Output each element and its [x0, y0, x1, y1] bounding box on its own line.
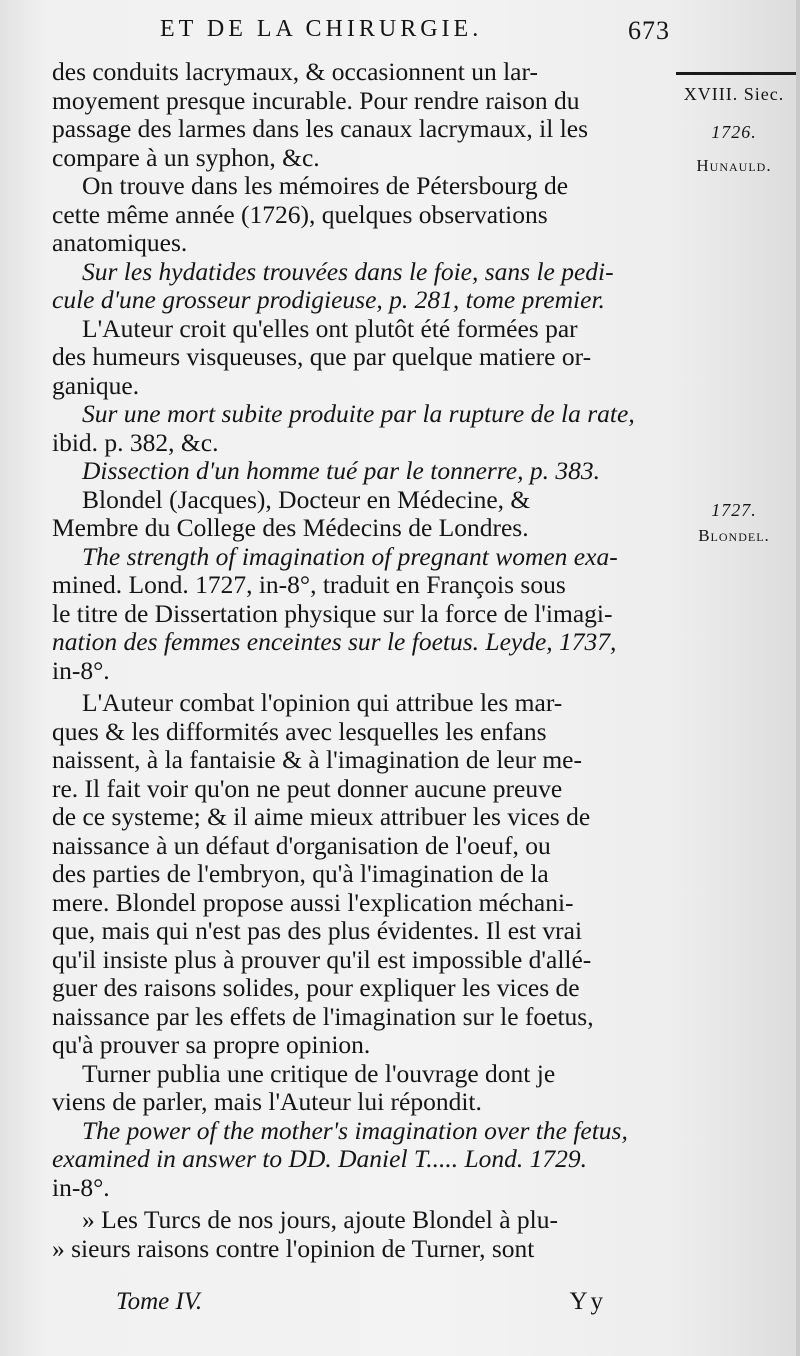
text-line: mere. Blondel propose aussi l'explication méchani- — [52, 887, 574, 917]
text-line: in-8°. — [52, 1172, 110, 1202]
margin-note-year-1726: 1726. — [711, 122, 757, 142]
text-line: qu'à prouver sa propre opinion. — [52, 1030, 371, 1059]
signature-mark: Yy — [569, 1288, 606, 1315]
text-line: Sur les hydatides trouvées dans le foie, sans le pedi- — [82, 256, 614, 286]
text-line: L'Auteur croit qu'elles ont plutôt été formées par — [82, 313, 578, 343]
text-line: nation des femmes enceintes sur le foetus. Leyde, 1737, — [52, 627, 617, 656]
text-line: ques & les difformités avec lesquelles les enfans — [52, 716, 547, 746]
text-line: Turner publia une critique de l'ouvrage dont je — [82, 1058, 556, 1088]
margin-note-hunauld: Hunauld. — [696, 156, 772, 175]
text-line: cule d'une grosseur prodigieuse, p. 281, tome premier. — [52, 285, 605, 314]
page-number: 673 — [628, 16, 670, 45]
text-line: des humeurs visqueuses, que par quelque matiere or- — [52, 342, 592, 371]
margin-note-century: XVIII. Siec. — [683, 84, 785, 104]
text-line: le titre de Dissertation physique sur la force de l'imagi- — [52, 598, 613, 628]
text-line: des parties de l'embryon, qu'à l'imagination de la — [52, 859, 549, 888]
text-line: » sieurs raisons contre l'opinion de Turner, sont — [52, 1233, 535, 1263]
text-line: examined in answer to DD. Daniel T..... Lond. 1729. — [52, 1144, 588, 1173]
margin-rule — [676, 72, 796, 75]
text-line: » Les Turcs de nos jours, ajoute Blondel à plu- — [82, 1205, 558, 1234]
page-footer — [116, 1288, 606, 1322]
text-line: qu'il insiste plus à prouver qu'il est impossible d'allé- — [52, 944, 592, 974]
text-line: passage des larmes dans les canaux lacrymaux, il les — [52, 114, 589, 143]
text-line: re. Il fait voir qu'on ne peut donner aucune preuve — [52, 773, 563, 803]
text-line: des conduits lacrymaux, & occasionnent un lar- — [52, 57, 538, 86]
text-line: in-8°. — [52, 655, 110, 685]
text-line: cette même année (1726), quelques observations — [52, 199, 548, 229]
text-line: naissent, à la fantaisie & à l'imagination de leur me- — [52, 745, 582, 774]
text-line: Sur une mort subite produite par la rupture de la rate, — [82, 399, 635, 428]
text-line: viens de parler, mais l'Auteur lui répondit. — [52, 1087, 482, 1116]
page-body — [52, 58, 666, 1263]
text-line: anatomiques. — [52, 228, 188, 257]
text-line: que, mais qui n'est pas des plus évidentes. Il est vrai — [52, 916, 583, 945]
text-line: guer des raisons solides, pour expliquer les vices de — [52, 973, 580, 1002]
page-edge — [796, 0, 800, 1356]
text-line: On trouve dans les mémoires de Pétersbourg de — [82, 171, 569, 200]
text-line: naissance par les effets de l'imagination sur le foetus, — [52, 1001, 594, 1031]
text-line: L'Auteur combat l'opinion qui attribue les mar- — [82, 688, 563, 717]
text-line: The strength of imagination of pregnant women exa- — [82, 541, 618, 571]
text-line: Dissection d'un homme tué par le tonnerre, p. 383. — [82, 456, 600, 485]
text-line: de ce systeme; & il aime mieux attribuer les vices de — [52, 802, 591, 831]
text-line: mined. Lond. 1727, in-8°, traduit en François sous — [52, 570, 566, 599]
running-header — [60, 16, 670, 56]
text-line: ganique. — [52, 370, 140, 400]
text-line: Blondel (Jacques), Docteur en Médecine, & — [82, 484, 531, 514]
text-line: ibid. p. 382, &c. — [52, 427, 219, 457]
text-line: The power of the mother's imagination over the fetus, — [82, 1115, 628, 1145]
volume-label: Tome IV. — [116, 1288, 203, 1315]
text-line: moyement presque incurable. Pour rendre raison du — [52, 85, 580, 115]
text-line: compare à un syphon, &c. — [52, 142, 320, 172]
margin-note-year-1727: 1727. — [711, 500, 757, 520]
text-line: naissance à un défaut d'organisation de l'oeuf, ou — [52, 830, 551, 860]
margin-note-blondel: Blondel. — [698, 526, 770, 545]
text-line: Membre du College des Médecins de Londres. — [52, 513, 529, 542]
header-title: ET DE LA CHIRURGIE. — [160, 16, 483, 42]
